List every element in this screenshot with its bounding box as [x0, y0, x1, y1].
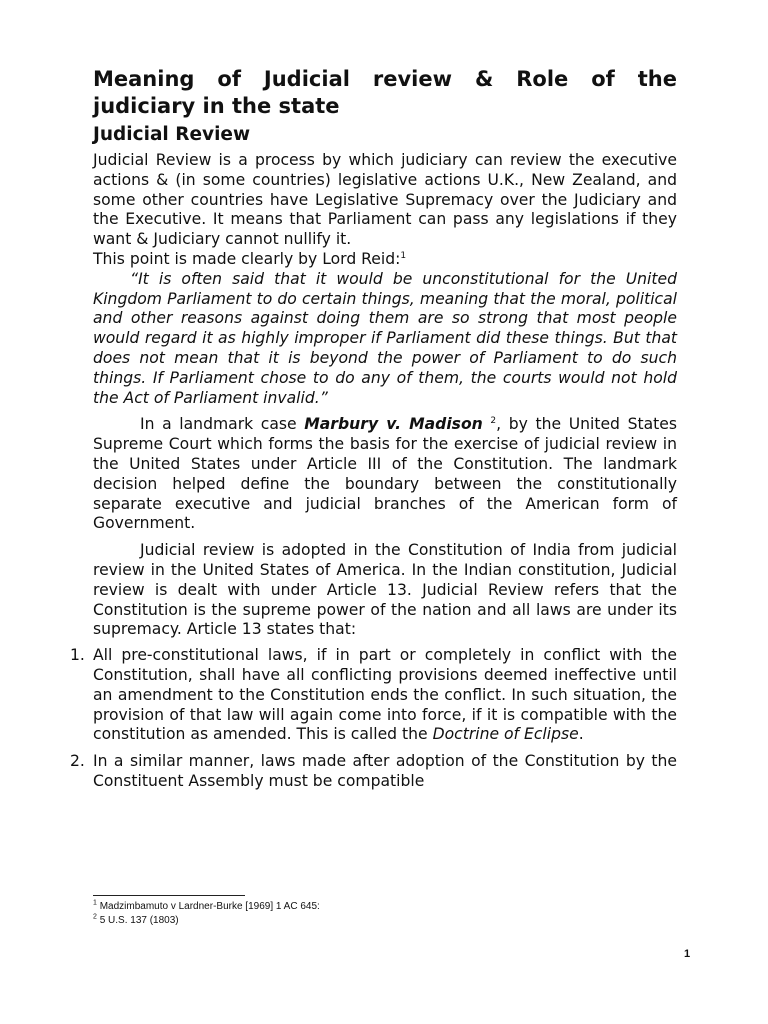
- list-item-text: All pre-constitutional laws, if in part or completely in conflict with the Constitution, shall have all conflicting provisions deemed ineffective until an amendment to the Constitution ends the conflict. In such situation, the provision of that law will again come into force, if it is compatible with the constitution as amended. This is called the: [93, 646, 677, 744]
- list-item-number: 2.: [70, 752, 85, 771]
- list-item: [70, 752, 677, 792]
- list-item-number: 1.: [70, 646, 85, 665]
- footnotes: [93, 900, 677, 928]
- list-item: [70, 646, 677, 745]
- footnote-item: [93, 900, 677, 914]
- lord-reid-quote: “It is often said that it would be unconstitutional for the United Kingdom Parliament to do certain things, meaning that the moral, political and other reasons against doing them are so strong that most people would regard it as highly improper if Parliament did these things. But that does not mean that it is beyond the power of Parliament to do such things. If Parliament chose to do any of them, the courts would not hold the Act of Parliament invalid.”: [93, 269, 677, 407]
- section-heading: Judicial Review: [93, 124, 251, 145]
- footnote-ref-1[interactable]: 1: [400, 250, 407, 261]
- article-13-list: [70, 646, 677, 792]
- document-title: Meaning of Judicial review & Role of the judiciary in the state: [93, 67, 677, 118]
- paragraph-lord-reid: [93, 250, 677, 270]
- paragraph-marbury: [93, 415, 677, 534]
- lord-reid-text: This point is made clearly by Lord Reid:: [93, 249, 401, 268]
- paragraph-intro: Judicial Review is a process by which judiciary can review the executive actions & (in some countries) legislative actions U.K., New Zealand, and some other countries have Legislative Supremacy over the Judiciary and the Executive. It means that Parliament can pass any legislations if they want & Judiciary cannot nullify it.: [93, 151, 677, 249]
- footnote-text: Madzimbamuto v Lardner-Burke [1969] 1 AC 645:: [99, 901, 320, 912]
- page-number: 1: [684, 948, 691, 960]
- footnote-marker: 1: [93, 899, 97, 907]
- case-name: Marbury v. Madison: [304, 415, 483, 434]
- footnote-item: [93, 914, 677, 928]
- document-body: [70, 66, 677, 799]
- footnote-text: 5 U.S. 137 (1803): [99, 915, 179, 926]
- marbury-text-before: In a landmark case: [140, 415, 305, 434]
- list-item-text-end: .: [578, 725, 584, 744]
- paragraph-india: Judicial review is adopted in the Constitution of India from judicial review in the United States of America. In the Indian constitution, Judicial review is dealt with under Article 13. Judicial Review refers that the Constitution is the supreme power of the nation and all laws are under its supremacy. Article 13 states that:: [93, 541, 677, 639]
- list-item-text: In a similar manner, laws made after adoption of the Constitution by the Constituent Assembly must be compatible: [93, 752, 677, 790]
- footnote-ref-2[interactable]: 2: [490, 416, 497, 427]
- footnote-marker: 2: [93, 913, 97, 921]
- footnote-divider: [93, 895, 245, 896]
- doctrine-term: Doctrine of Eclipse: [432, 725, 579, 744]
- marbury-text-after: , by the United States Supreme Court which forms the basis for the exercise of judicial review in the United States under Article III of the Constitution. The landmark decision helped define the boundary between the constitutionally separate executive and judicial branches of the American form of Government.: [93, 415, 677, 533]
